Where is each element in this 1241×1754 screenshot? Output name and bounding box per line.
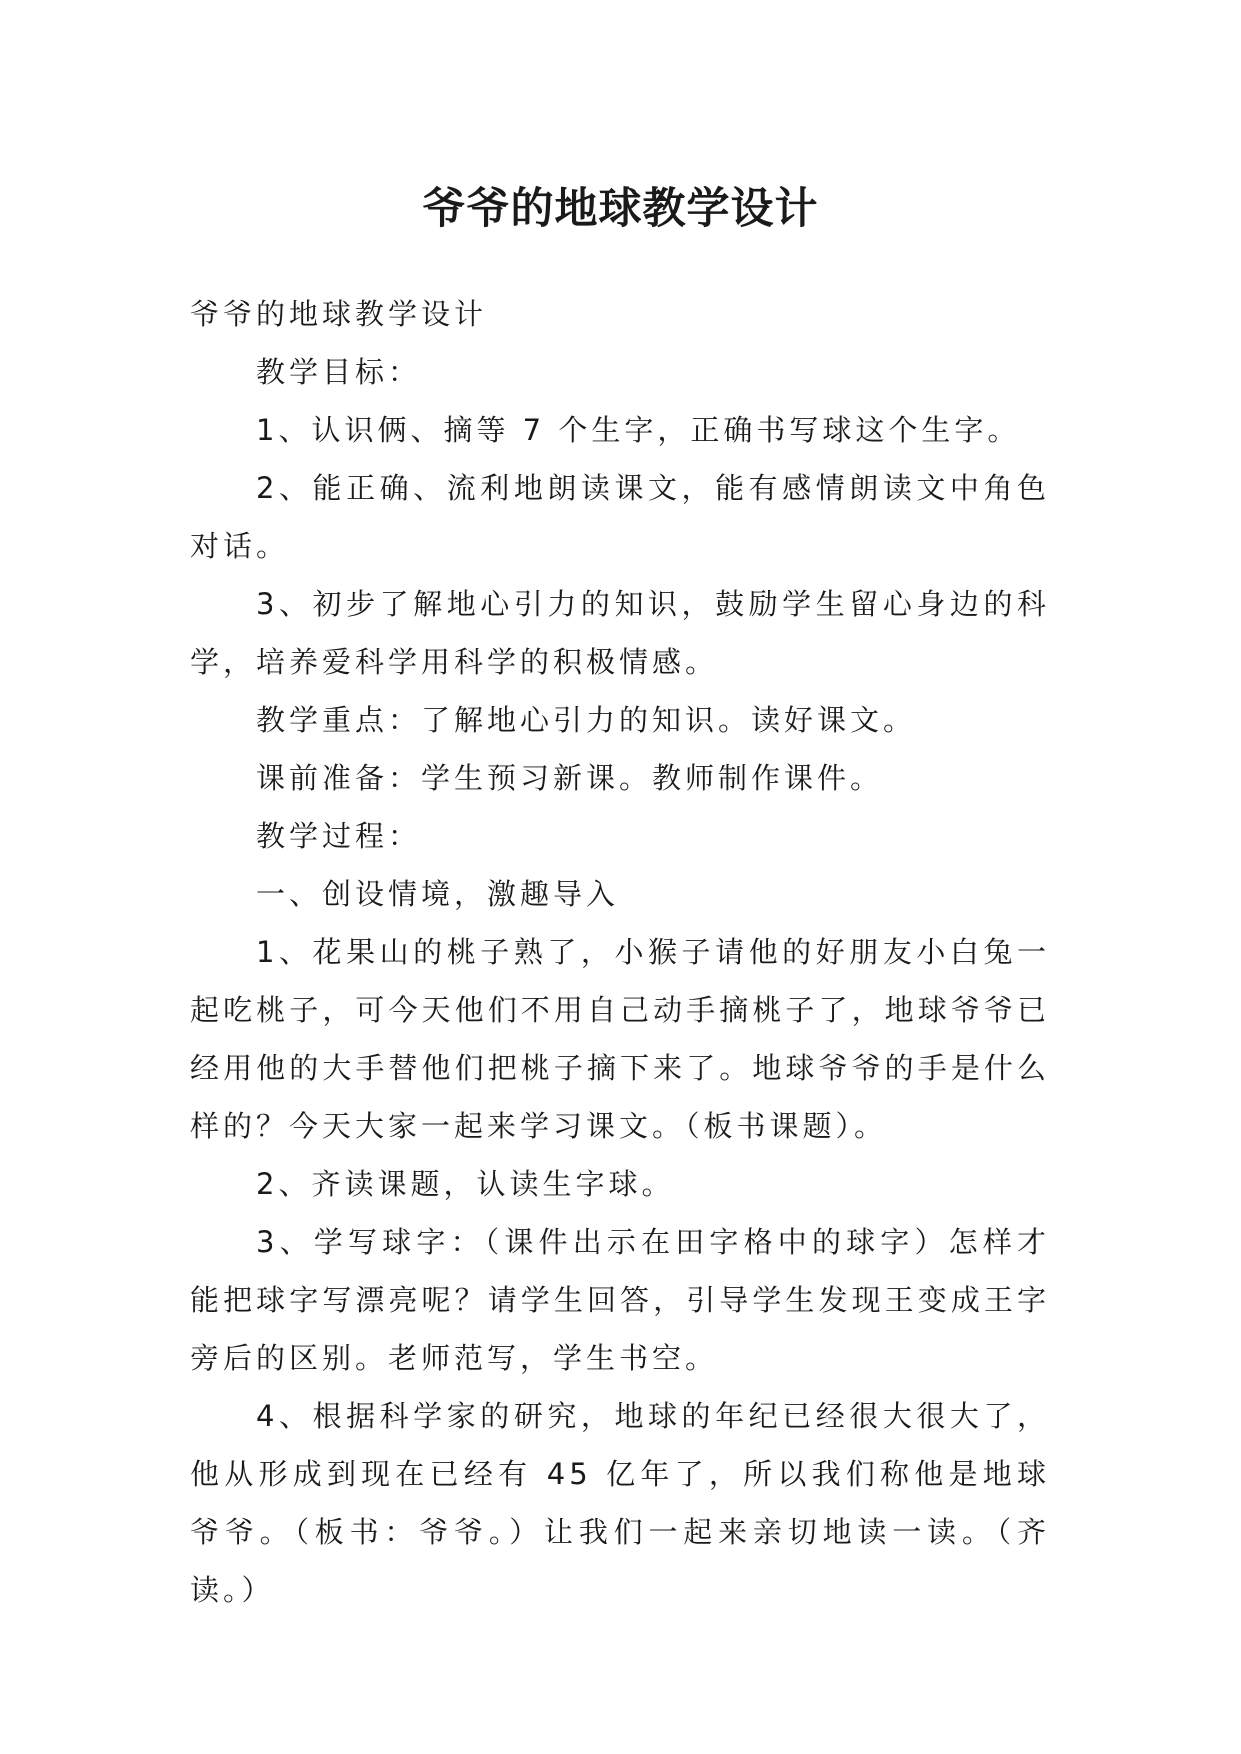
paragraph-preparation: 课前准备：学生预习新课。教师制作课件。: [256, 761, 884, 795]
document-body: [190, 285, 1050, 1619]
paragraph-step-2: 2、齐读课题，认读生字球。: [256, 1167, 675, 1201]
paragraph-step-1: 1、花果山的桃子熟了，小猴子请他的好朋友小白兔一起吃桃子，可今天他们不用自己动手摘桃子了，地球爷爷已经用他的大手替他们把桃子摘下来了。地球爷爷的手是什么样的？今天大家一起来学习课文。（板书课题）。: [190, 935, 1050, 1143]
paragraph-step-3: 3、学写球字：（课件出示在田字格中的球字）怎样才能把球字写漂亮呢？请学生回答，引导学生发现王变成王字旁后的区别。老师范写，学生书空。: [190, 1225, 1050, 1375]
paragraph-objective-3: 3、初步了解地心引力的知识，鼓励学生留心身边的科学，培养爱科学用科学的积极情感。: [190, 587, 1050, 679]
document-title: 爷爷的地球教学设计: [422, 183, 819, 234]
paragraph-objective-2: 2、能正确、流利地朗读课文，能有感情朗读文中角色对话。: [190, 471, 1050, 563]
paragraph-subtitle: 爷爷的地球教学设计: [190, 297, 488, 331]
paragraph-key-points: 教学重点：了解地心引力的知识。读好课文。: [256, 703, 917, 737]
paragraph-objective-1: 1、认识俩、摘等 7 个生字，正确书写球这个生字。: [256, 413, 1021, 447]
paragraph-step-4: 4、根据科学家的研究，地球的年纪已经很大很大了，他从形成到现在已经有 45 亿年了，所以我们称他是地球爷爷。（板书：爷爷。）让我们一起来亲切地读一读。（齐读。）: [190, 1399, 1050, 1607]
paragraph-process-heading: 教学过程：: [256, 819, 422, 853]
paragraph-objectives-heading: 教学目标：: [256, 355, 422, 389]
paragraph-section-1-heading: 一、创设情境，激趣导入: [256, 877, 620, 911]
